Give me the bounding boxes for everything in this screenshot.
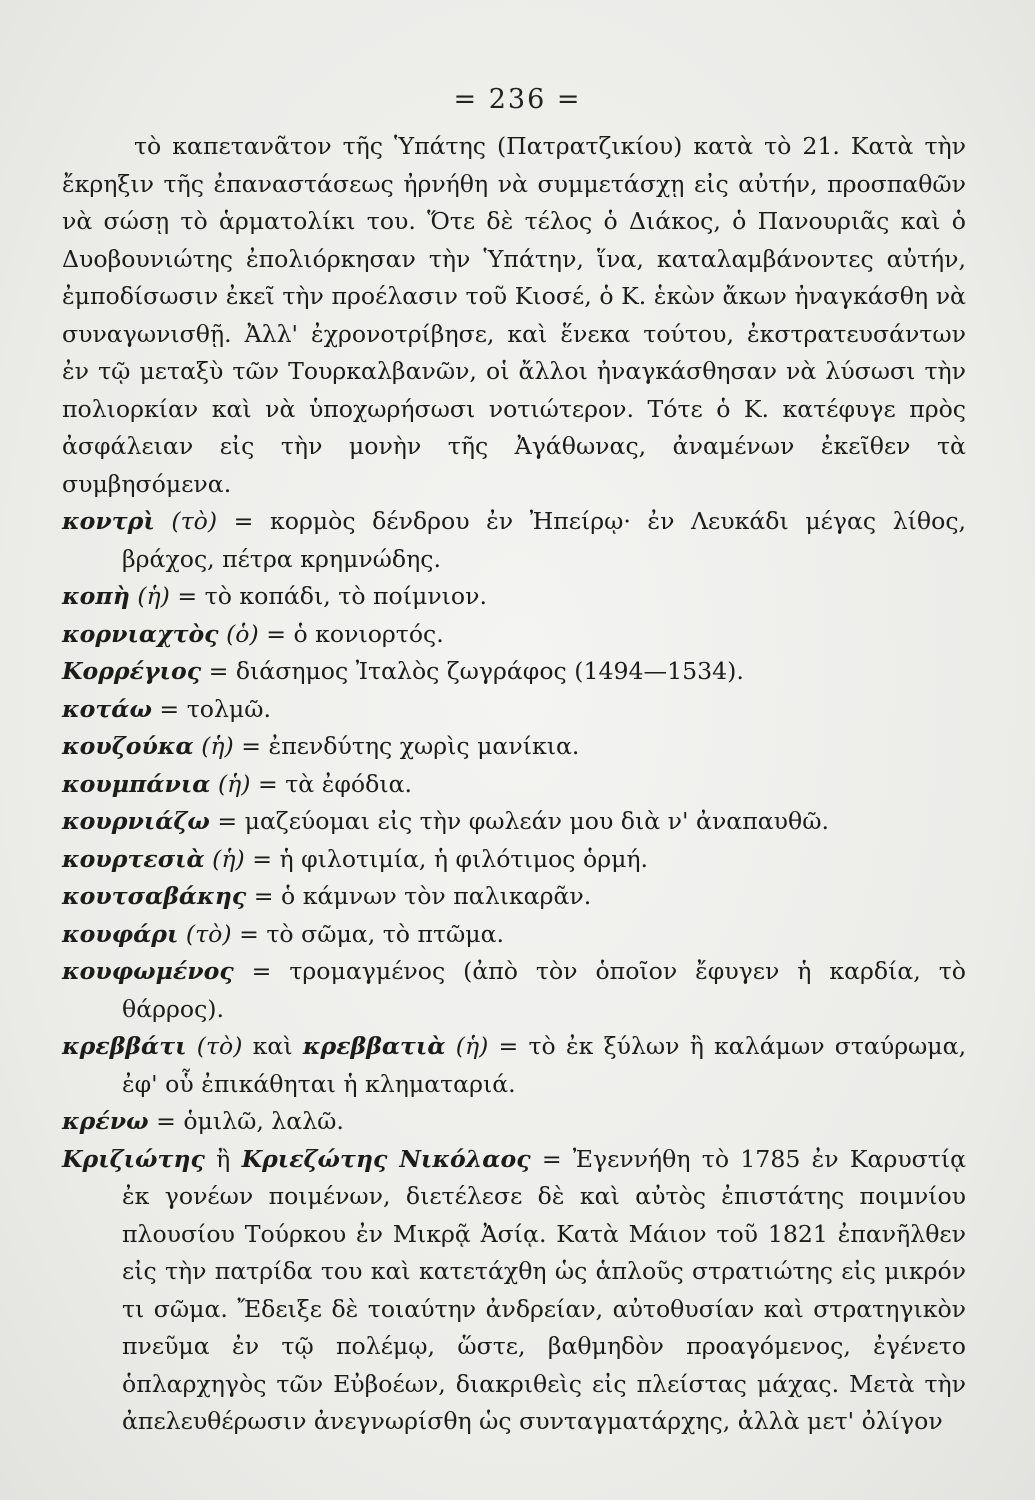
gender-note: (τὸ) bbox=[185, 919, 232, 948]
definition: = τὰ ἐφόδια. bbox=[257, 769, 413, 798]
glossary-entry-koufari bbox=[62, 916, 966, 954]
gender-note: (ἡ) bbox=[217, 769, 251, 798]
definition: = τὸ κοπάδι, τὸ ποίμνιον. bbox=[177, 582, 487, 610]
headword: Κορρέγιος bbox=[62, 657, 202, 685]
glossary-entry-koumpania bbox=[62, 766, 966, 804]
glossary-entry-kourtesia bbox=[62, 841, 966, 879]
glossary-entry-kontri bbox=[62, 503, 966, 578]
definition: = διάσημος Ἰταλὸς ζωγράφος (1494—1534). bbox=[208, 657, 744, 685]
definition: = ἡ φιλοτιμία, ἡ φιλότιμος ὁρμή. bbox=[252, 844, 649, 873]
gender-note: (ὁ) bbox=[226, 619, 259, 648]
gender-note-variant: (ἡ) bbox=[455, 1032, 489, 1060]
definition: = ἐπενδύτης χωρὶς μανίκια. bbox=[241, 732, 580, 760]
headword: Κριζιώτης bbox=[62, 1144, 205, 1173]
definition: = ὁμιλῶ, λαλῶ. bbox=[156, 1107, 344, 1135]
headword-variant: κρεββατιὰ bbox=[302, 1032, 446, 1060]
headword: κοπὴ bbox=[62, 582, 130, 610]
headword: κουφωμένος bbox=[62, 957, 234, 985]
definition: = μαζεύομαι εἰς τὴν φωλεάν μου διὰ ν' ἀναπαυθῶ. bbox=[217, 807, 829, 835]
gender-note: (τὸ) bbox=[196, 1032, 243, 1060]
continued-paragraph: τὸ καπετανᾶτον τῆς Ὑπάτης (Πατρατζικίου) κατὰ τὸ 21. Κατὰ τὴν ἔκρηξιν τῆς ἐπαναστάσεως ἠρνήθη νὰ συμμετάσχῃ εἰς αὐτήν, προσπαθῶν νὰ σώσῃ τὸ ἁρματολίκι του. Ὅτε δὲ τέλος ὁ Διάκος, ὁ Πανουριᾶς καὶ ὁ Δυοβουνιώτης ἐπολιόρκησαν τὴν Ὑπάτην, ἵνα, καταλαμβάνοντες αὐτήν, ἐμποδίσωσιν ἐκεῖ τὴν προέλασιν τοῦ Κιοσέ, ὁ Κ. ἑκὼν ἄκων ἠναγκάσθη νὰ συναγωνισθῇ. Ἀλλ' ἐχρονοτρίβησε, καὶ ἕνεκα τούτου, ἐκστρατευσάντων ἐν τῷ μεταξὺ τῶν Τουρκαλβανῶν, οἱ ἄλλοι ἠναγκάσθησαν νὰ λύσωσι τὴν πολιορκίαν καὶ νὰ ὑποχωρήσωσι νοτιώτερον. Τότε ὁ Κ. κατέφυγε πρὸς ἀσφάλειαν εἰς τὴν μονὴν τῆς Ἀγάθωνας, ἀναμένων ἐκεῖθεν τὰ συμβησόμενα. bbox=[62, 132, 966, 498]
headword: κορνιαχτὸς bbox=[62, 619, 219, 648]
page-body bbox=[62, 128, 966, 1441]
headword: κοντρὶ bbox=[62, 507, 155, 535]
headword: κουζούκα bbox=[62, 732, 194, 760]
definition: = τὸ ἐκ ξύλων ἢ καλάμων σταύρωμα, ἐφ' οὗ ἐπικάθηται ἡ κληματαριά. bbox=[122, 1032, 967, 1098]
glossary-entry-kreno bbox=[62, 1103, 966, 1141]
definition: = τολμῶ. bbox=[159, 694, 271, 723]
gender-note: (ἡ) bbox=[137, 582, 170, 610]
definition: = ὁ κονιορτός. bbox=[266, 619, 444, 648]
glossary-entry-kopi bbox=[62, 578, 966, 616]
headword: κουτσαβάκης bbox=[62, 882, 247, 910]
headword: κρένω bbox=[62, 1107, 149, 1135]
connector: καὶ bbox=[252, 1032, 293, 1060]
glossary-entry-koutsavakis bbox=[62, 878, 966, 916]
glossary-entry-koufomenos bbox=[62, 953, 966, 1028]
glossary-entry-kriziotis bbox=[62, 1141, 966, 1441]
glossary-entry-korregios bbox=[62, 653, 966, 691]
gender-note: (ἡ) bbox=[201, 732, 234, 760]
definition: = τρομαγμένος (ἀπὸ τὸν ὁποῖον ἔφυγεν ἡ καρδία, τὸ θάρρος). bbox=[122, 957, 967, 1023]
headword: κουρνιάζω bbox=[62, 807, 210, 835]
definition: = Ἐγεννήθη τὸ 1785 ἐν Καρυστίᾳ ἐκ γονέων ποιμένων, διετέλεσε δὲ καὶ αὐτὸς ἐπιστάτης ποιμνίου πλουσίου Τούρκου ἐν Μικρᾷ Ἀσίᾳ. Κατὰ Μάιον τοῦ 1821 ἐπανῆλθεν εἰς τὴν πατρίδα του καὶ κατετάχθη ὡς ἁπλοῦς στρατιώτης εἰς μικρόν τι σῶμα. Ἔδειξε δὲ τοιαύτην ἀνδρείαν, αὐτοθυσίαν καὶ στρατηγικὸν πνεῦμα ἐν τῷ πολέμῳ, ὥστε, βαθμηδὸν προαγόμενος, ἐγένετο ὁπλαρχηγὸς τῶν Εὐβοέων, διακριθεὶς εἰς πλείστας μάχας. Μετὰ τὴν ἀπελευθέρωσιν ἀνεγνωρίσθη ὡς συνταγματάρχης, ἀλλὰ μετ' ὀλίγον bbox=[122, 1144, 967, 1435]
headword: κουφάρι bbox=[62, 919, 179, 948]
glossary-entry-kouzouka bbox=[62, 728, 966, 766]
glossary-entry-kourniazo bbox=[62, 803, 966, 841]
connector: ἢ bbox=[216, 1144, 231, 1173]
definition: = τὸ σῶμα, τὸ πτῶμα. bbox=[239, 919, 505, 948]
page-number: = 236 = bbox=[453, 84, 582, 115]
headword-variant: Κριεζώτης Νικόλαος bbox=[241, 1144, 531, 1173]
headword: κουρτεσιὰ bbox=[62, 844, 205, 873]
gender-note: (τὸ) bbox=[171, 507, 218, 535]
definition: = ὁ κάμνων τὸν παλικαρᾶν. bbox=[253, 882, 592, 910]
glossary-entry-kotao bbox=[62, 691, 966, 729]
headword: κοτάω bbox=[62, 694, 152, 723]
gender-note: (ἡ) bbox=[212, 844, 245, 873]
glossary-entry-korniachtos bbox=[62, 616, 966, 654]
headword: κρεββάτι bbox=[62, 1032, 187, 1060]
definition: = κορμὸς δένδρου ἐν Ἠπείρῳ· ἐν Λευκάδι μέγας λίθος, βράχος, πέτρα κρημνώδης. bbox=[122, 507, 967, 573]
glossary-entry-krevvati bbox=[62, 1028, 966, 1103]
headword: κουμπάνια bbox=[62, 769, 211, 798]
